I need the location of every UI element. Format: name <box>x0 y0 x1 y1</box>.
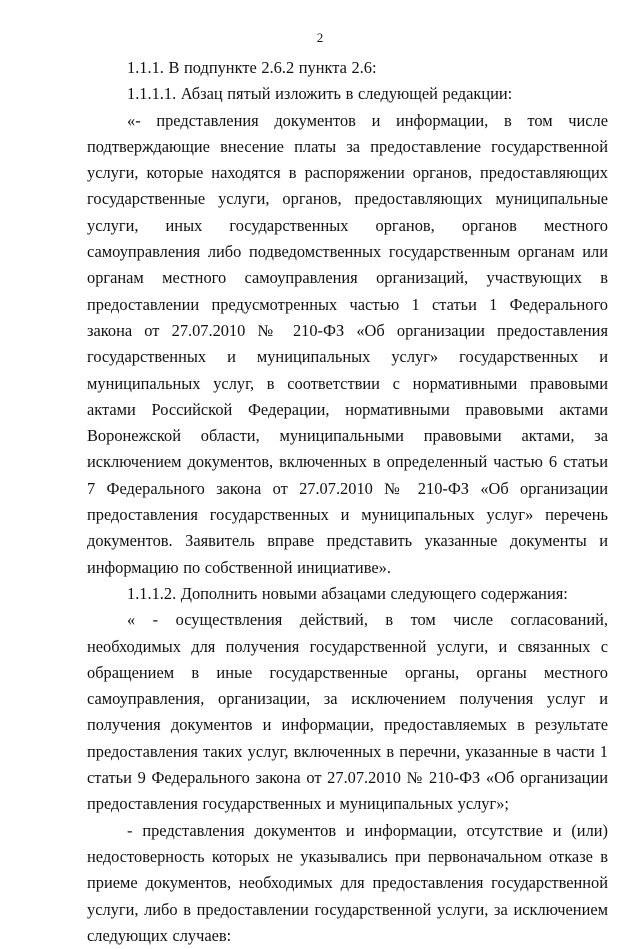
paragraph-1-1-1-1: 1.1.1.1. Абзац пятый изложить в следующей редакции: <box>127 84 513 104</box>
paragraph-new-clause-documents: - представления документов и информации, отсутствие и (или) недостоверность которых не указывались при первоначальном отказе в приеме документов, необходимых для предоставления государственной услуги, либо в предоставлении государственной услуги, за исключением следующих случаев: <box>87 820 608 945</box>
paragraph-amended-text: «- представления документов и информации, в том числе подтверждающие внесение платы за предоставление государственной услуги, которые находятся в распоряжении органов, предоставляющих государственные услуги, органов, предоставляющих муниципальные услуги, иных государственных органов, органов местного самоуправления либо подведомственных государственным органам или органам местного самоуправления организаций, участвующих в предоставлении предусмотренных частью 1 статьи 1 Федерального закона от 27.07.2010 № 210-ФЗ «Об организации предоставления государственных и муниципальных услуг» государственных и муниципальных услуг, в соответствии с нормативными правовыми актами Российской Федерации, нормативными правовыми актами Воронежской области, муниципальными правовыми актами, за исключением документов, включенных в определенный частью 6 статьи 7 Федерального закона от 27.07.2010 № 210-ФЗ «Об организации предоставления государственных и муниципальных услуг» перечень документов. Заявитель вправе представить указанные документы и информацию по собственной инициативе». <box>87 110 608 577</box>
document-body <box>87 55 608 949</box>
paragraph-new-clause-actions: « - осуществления действий, в том числе согласований, необходимых для получения государственной услуги, и связанных с обращением в иные государственные органы, органы местного самоуправления, организации, за исключением получения услуг и получения документов и информации, предоставляемых в результате предоставления таких услуг, включенных в перечни, указанные в части 1 статьи 9 Федерального закона от 27.07.2010 № 210-ФЗ «Об организации предоставления государственных и муниципальных услуг»; <box>87 610 608 814</box>
page-number: 2 <box>316 30 324 45</box>
paragraph-1-1-1: 1.1.1. В подпункте 2.6.2 пункта 2.6: <box>127 58 377 77</box>
paragraph-1-1-1-2: 1.1.1.2. Дополнить новыми абзацами следующего содержания: <box>127 583 568 603</box>
